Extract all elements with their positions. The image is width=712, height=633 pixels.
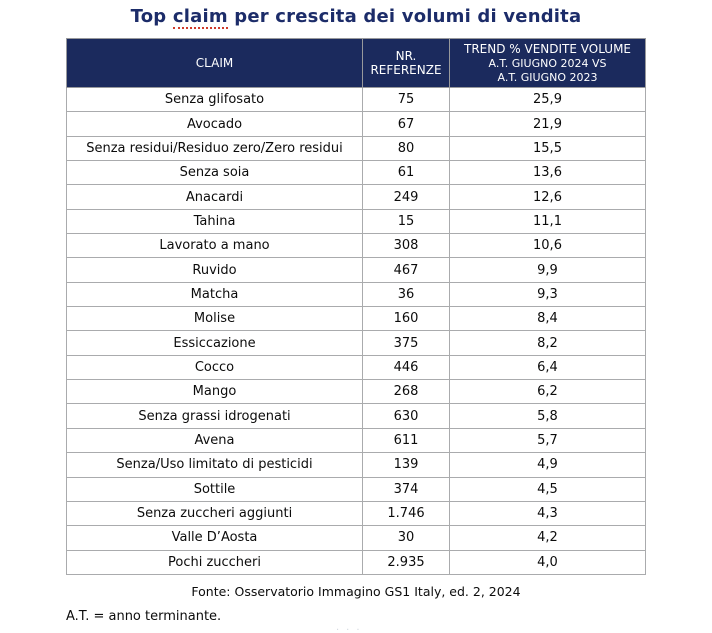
trend-cell: 4,2 <box>450 526 646 550</box>
referenze-cell: 374 <box>363 477 450 501</box>
trend-cell: 10,6 <box>450 234 646 258</box>
referenze-cell: 308 <box>363 234 450 258</box>
table-row <box>67 501 646 525</box>
claim-cell: Essiccazione <box>67 331 363 355</box>
table-row <box>67 404 646 428</box>
trend-cell: 12,6 <box>450 185 646 209</box>
table-row <box>67 453 646 477</box>
trend-cell: 4,5 <box>450 477 646 501</box>
spellcheck-underlined-word: claim <box>172 6 228 27</box>
referenze-cell: 67 <box>363 112 450 136</box>
claim-cell: Senza soia <box>67 161 363 185</box>
header-referenze-line2: REFERENZE <box>370 63 442 77</box>
header-row <box>67 39 646 88</box>
referenze-cell: 2.935 <box>363 550 450 574</box>
referenze-cell: 61 <box>363 161 450 185</box>
claims-table <box>66 38 645 575</box>
trend-cell: 8,2 <box>450 331 646 355</box>
referenze-cell: 446 <box>363 355 450 379</box>
referenze-cell: 611 <box>363 428 450 452</box>
trend-cell: 9,3 <box>450 282 646 306</box>
referenze-cell: 1.746 <box>363 501 450 525</box>
referenze-cell: 249 <box>363 185 450 209</box>
claim-cell: Pochi zuccheri <box>67 550 363 574</box>
referenze-cell: 30 <box>363 526 450 550</box>
trend-cell: 4,9 <box>450 453 646 477</box>
table-body <box>67 88 646 575</box>
header-claim: CLAIM <box>67 39 363 88</box>
table-row <box>67 307 646 331</box>
claim-cell: Mango <box>67 380 363 404</box>
claim-cell: Lavorato a mano <box>67 234 363 258</box>
claim-cell: Molise <box>67 307 363 331</box>
claim-cell: Avena <box>67 428 363 452</box>
trend-cell: 6,4 <box>450 355 646 379</box>
table-row <box>67 161 646 185</box>
page-title-suffix: per crescita dei volumi di vendita <box>227 6 582 27</box>
claim-cell: Tahina <box>67 209 363 233</box>
referenze-cell: 160 <box>363 307 450 331</box>
claim-cell: Senza residui/Residuo zero/Zero residui <box>67 136 363 160</box>
ellipsis-indicator: ... <box>336 622 367 633</box>
referenze-cell: 375 <box>363 331 450 355</box>
table-row <box>67 282 646 306</box>
table-row <box>67 550 646 574</box>
trend-cell: 4,0 <box>450 550 646 574</box>
trend-cell: 25,9 <box>450 88 646 112</box>
referenze-cell: 139 <box>363 453 450 477</box>
claim-cell: Matcha <box>67 282 363 306</box>
referenze-cell: 80 <box>363 136 450 160</box>
referenze-cell: 630 <box>363 404 450 428</box>
claim-cell: Valle D’Aosta <box>67 526 363 550</box>
table-row <box>67 136 646 160</box>
table-row <box>67 428 646 452</box>
trend-cell: 6,2 <box>450 380 646 404</box>
claim-cell: Avocado <box>67 112 363 136</box>
claim-cell: Cocco <box>67 355 363 379</box>
table-row <box>67 355 646 379</box>
claims-table-grid <box>66 38 646 575</box>
table-row <box>67 331 646 355</box>
table-row <box>67 258 646 282</box>
trend-cell: 15,5 <box>450 136 646 160</box>
trend-cell: 4,3 <box>450 501 646 525</box>
trend-cell: 9,9 <box>450 258 646 282</box>
trend-cell: 21,9 <box>450 112 646 136</box>
referenze-cell: 268 <box>363 380 450 404</box>
referenze-cell: 15 <box>363 209 450 233</box>
referenze-cell: 467 <box>363 258 450 282</box>
referenze-cell: 36 <box>363 282 450 306</box>
table-row <box>67 185 646 209</box>
claim-cell: Anacardi <box>67 185 363 209</box>
trend-cell: 8,4 <box>450 307 646 331</box>
table-row <box>67 112 646 136</box>
header-trend-line2: A.T. GIUGNO 2024 VS <box>488 56 607 70</box>
claim-cell: Ruvido <box>67 258 363 282</box>
table-row <box>67 477 646 501</box>
claim-cell: Senza glifosato <box>67 88 363 112</box>
page-title-prefix: Top <box>130 6 173 27</box>
table-row <box>67 380 646 404</box>
header-trend-line1: TREND % VENDITE VOLUME <box>463 41 632 56</box>
claim-cell: Senza zuccheri aggiunti <box>67 501 363 525</box>
trend-cell: 13,6 <box>450 161 646 185</box>
table-row <box>67 209 646 233</box>
table-row <box>67 526 646 550</box>
claim-cell: Sottile <box>67 477 363 501</box>
table-row <box>67 234 646 258</box>
header-trend-line3: A.T. GIUGNO 2023 <box>497 70 598 84</box>
trend-cell: 5,7 <box>450 428 646 452</box>
source-line: Fonte: Osservatorio Immagino GS1 Italy, ed. 2, 2024 <box>191 584 521 599</box>
trend-cell: 11,1 <box>450 209 646 233</box>
claim-cell: Senza/Uso limitato di pesticidi <box>67 453 363 477</box>
header-referenze <box>363 39 450 88</box>
trend-cell: 5,8 <box>450 404 646 428</box>
footnote: A.T. = anno terminante. <box>66 609 222 624</box>
page-title <box>0 6 712 27</box>
claim-cell: Senza grassi idrogenati <box>67 404 363 428</box>
referenze-cell: 75 <box>363 88 450 112</box>
header-trend <box>450 39 646 88</box>
header-referenze-line1: NR. <box>395 49 417 63</box>
table-row <box>67 88 646 112</box>
